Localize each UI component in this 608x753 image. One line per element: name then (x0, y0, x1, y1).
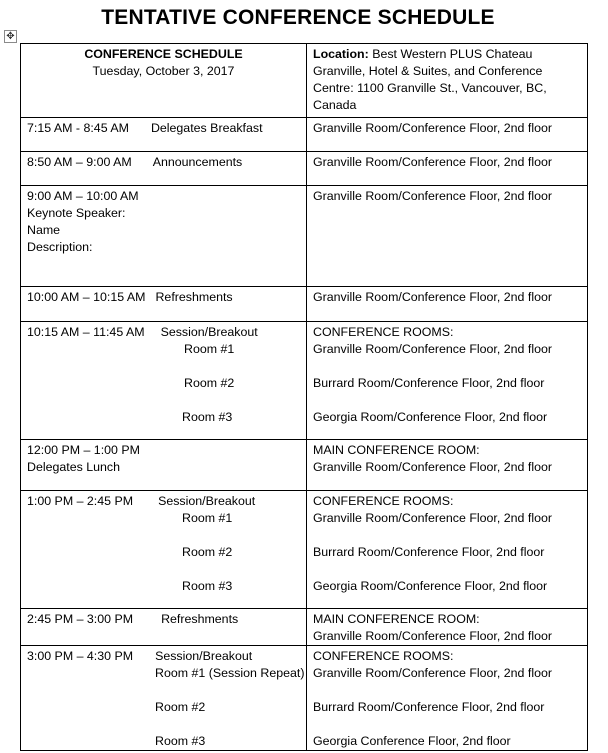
time-range: 1:00 PM – 2:45 PM (27, 494, 134, 508)
room-label: Room #2 (184, 376, 235, 390)
room-location: Granville Room/Conference Floor, 2nd floor (313, 629, 552, 643)
table-row (21, 118, 588, 152)
time-range: 9:00 AM – 10:00 AM (27, 189, 139, 203)
room-location: Granville Room/Conference Floor, 2nd floor (313, 155, 552, 169)
rooms-heading: CONFERENCE ROOMS: (313, 494, 454, 508)
room-label: Room #2 (155, 700, 206, 714)
location-cell[interactable] (307, 186, 588, 287)
time-cell[interactable] (21, 609, 307, 646)
time-range: 10:00 AM – 10:15 AM (27, 290, 146, 304)
table-row (21, 646, 588, 751)
room-location: Burrard Room/Conference Floor, 2nd floor (313, 376, 545, 390)
event-name: Refreshments (161, 612, 239, 626)
location-line-3: Centre: 1100 Granville St., Vancouver, BC, (313, 81, 547, 95)
room-label: Room #1 (184, 342, 235, 356)
location-cell[interactable] (307, 322, 588, 440)
time-range: 10:15 AM – 11:45 AM (27, 325, 145, 339)
keynote-label: Keynote Speaker: (27, 206, 126, 220)
time-cell[interactable] (21, 491, 307, 609)
room-location: Granville Room/Conference Floor, 2nd floor (313, 189, 552, 203)
event-name: Delegates Breakfast (150, 121, 263, 135)
rooms-heading: CONFERENCE ROOMS: (313, 649, 454, 663)
room-location: Granville Room/Conference Floor, 2nd floor (313, 460, 552, 474)
room-location: Granville Room/Conference Floor, 2nd floor (313, 666, 552, 680)
schedule-table (20, 43, 588, 751)
room-location: Granville Room/Conference Floor, 2nd floor (313, 121, 552, 135)
room-label: Room #3 (182, 410, 233, 424)
room-label: Room #1 (182, 511, 233, 525)
location-label: Location: (313, 47, 369, 61)
description-label: Description: (27, 240, 93, 254)
time-cell[interactable] (21, 118, 307, 152)
room-location: Granville Room/Conference Floor, 2nd floor (313, 290, 552, 304)
location-cell[interactable] (307, 287, 588, 322)
event-name: Refreshments (155, 290, 233, 304)
rooms-heading: MAIN CONFERENCE ROOM: (313, 612, 480, 626)
location-line-1: Best Western PLUS Chateau (368, 47, 533, 61)
table-header-row (21, 44, 588, 118)
time-cell[interactable] (21, 322, 307, 440)
rooms-heading: CONFERENCE ROOMS: (313, 325, 454, 339)
document-title: TENTATIVE CONFERENCE SCHEDULE (101, 6, 495, 29)
time-range: 7:15 AM - 8:45 AM (27, 121, 129, 135)
table-row (21, 287, 588, 322)
event-name: Session/Breakout (160, 325, 258, 339)
time-range: 2:45 PM – 3:00 PM (27, 612, 134, 626)
time-cell[interactable] (21, 440, 307, 491)
time-cell[interactable] (21, 152, 307, 186)
time-range: 8:50 AM – 9:00 AM (27, 155, 132, 169)
event-name: Delegates Lunch (27, 460, 120, 474)
table-move-handle-icon[interactable]: ✥ (4, 30, 17, 43)
table-row (21, 152, 588, 186)
table-row (21, 186, 588, 287)
location-cell[interactable] (307, 491, 588, 609)
time-cell[interactable] (21, 186, 307, 287)
location-cell[interactable] (307, 609, 588, 646)
time-cell[interactable] (21, 287, 307, 322)
event-name: Session/Breakout (155, 649, 253, 663)
speaker-name-label: Name (27, 223, 61, 237)
table-row (21, 491, 588, 609)
schedule-heading-cell[interactable] (21, 44, 307, 118)
time-cell[interactable] (21, 646, 307, 751)
location-cell[interactable] (307, 152, 588, 186)
location-cell[interactable] (307, 44, 588, 118)
room-location: Georgia Room/Conference Floor, 2nd floor (313, 410, 548, 424)
room-location: Burrard Room/Conference Floor, 2nd floor (313, 545, 545, 559)
schedule-date: Tuesday, October 3, 2017 (92, 64, 235, 78)
room-label: Room #1 (Session Repeat) (155, 666, 305, 680)
location-line-4: Canada (313, 98, 357, 112)
location-cell[interactable] (307, 440, 588, 491)
room-label: Room #3 (182, 579, 233, 593)
room-location: Granville Room/Conference Floor, 2nd floor (313, 342, 552, 356)
table-row (21, 609, 588, 646)
location-cell[interactable] (307, 646, 588, 751)
room-label: Room #3 (155, 734, 206, 748)
event-name: Session/Breakout (158, 494, 256, 508)
room-location: Georgia Room/Conference Floor, 2nd floor (313, 579, 548, 593)
room-label: Room #2 (182, 545, 233, 559)
room-location: Georgia Conference Floor, 2nd floor (313, 734, 511, 748)
room-location: Granville Room/Conference Floor, 2nd floor (313, 511, 552, 525)
table-row (21, 440, 588, 491)
rooms-heading: MAIN CONFERENCE ROOM: (313, 443, 480, 457)
table-row (21, 322, 588, 440)
location-line-2: Granville, Hotel & Suites, and Conference (313, 64, 543, 78)
event-name: Announcements (152, 155, 243, 169)
time-range: 3:00 PM – 4:30 PM (27, 649, 134, 663)
schedule-heading: CONFERENCE SCHEDULE (84, 47, 243, 61)
room-location: Burrard Room/Conference Floor, 2nd floor (313, 700, 545, 714)
location-cell[interactable] (307, 118, 588, 152)
time-range: 12:00 PM – 1:00 PM (27, 443, 140, 457)
